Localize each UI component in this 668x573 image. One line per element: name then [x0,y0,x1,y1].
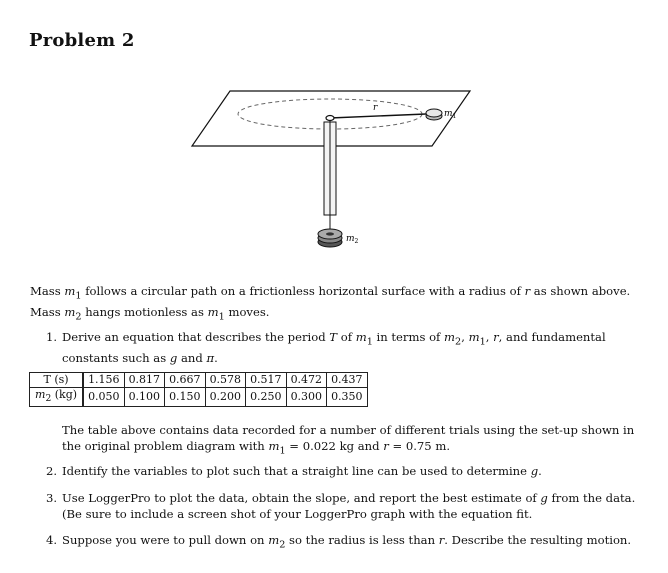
problem-title: Problem 2 [29,30,135,51]
table-cell: 1.156 [83,373,124,388]
table-cell: 0.517 [246,373,287,388]
row-header-mass: $m_2$ (kg) [30,388,84,407]
label-m2: $m_2$ [346,234,359,245]
label-r: r [373,103,378,113]
mass-m2-stack [318,229,342,247]
table-cell: 0.300 [286,388,327,407]
table-cell: 0.050 [83,388,124,407]
table-cell: 0.150 [165,388,206,407]
table-cell: 0.472 [286,373,327,388]
table-row [30,388,368,407]
setup-diagram [190,86,480,256]
mass-m1-puck [426,109,442,120]
center-hole [326,116,334,121]
intro-paragraph: Mass $m_1$ follows a circular path on a frictionless horizontal surface with a radius of r as shown above. Mass $m_2$ hangs motionless as $m_1$ moves. [30,284,631,323]
table-cell: 0.200 [205,388,246,407]
table-cell: 0.817 [124,373,165,388]
data-table [29,372,368,407]
table-cell: 0.667 [165,373,206,388]
row-header-period: T (s) [30,373,84,388]
table-cell: 0.350 [327,388,368,407]
table-row [30,373,368,388]
table-cell: 0.250 [246,388,287,407]
table-cell: 0.578 [205,373,246,388]
table-cell: 0.100 [124,388,165,407]
label-m1: $m_1$ [444,109,457,120]
table-cell: 0.437 [327,373,368,388]
table-description: The table above contains data recorded for a number of different trials using the set-up shown in the original problem diagram with $m_1 = 0.022$ kg and r = 0.75 m. [62,423,635,457]
